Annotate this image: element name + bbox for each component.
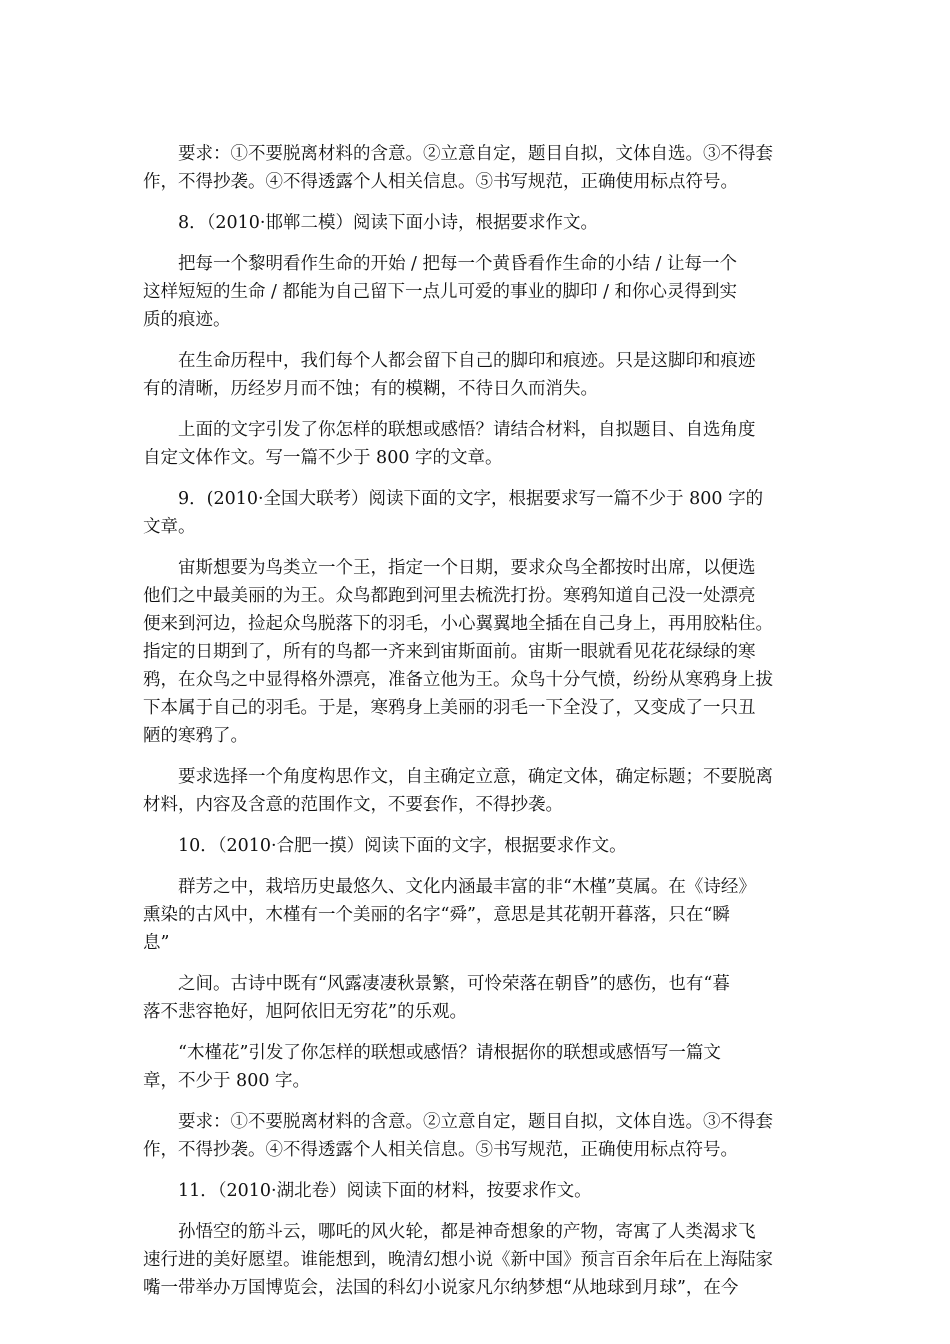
requirements-paragraph: 要求选择一个角度构思作文，自主确定立意，确定文体，确定标题；不要脱离 材料，内容及含意的范围作文，不要套作，不得抄袭。 <box>143 767 773 815</box>
prompt-paragraph: “木槿花”引发了你怎样的联想或感悟？请根据你的联想或感悟写一篇文 章，不少于 800 字。 <box>143 1043 721 1091</box>
ancient-poem-paragraph: 之间。古诗中既有“风露凄凄秋景繁，可怜荣落在朝昏”的感伤，也有“暮 落不悲容艳好，旭阿依旧无穷花”的乐观。 <box>143 974 730 1022</box>
document-body <box>143 140 813 1315</box>
requirements-paragraph: 要求：①不要脱离材料的含意。②立意自定，题目自拟，文体自选。③不得套 作，不得抄袭。④不得透露个人相关信息。⑤书写规范，正确使用标点符号。 <box>143 1112 773 1160</box>
zeus-story-paragraph: 宙斯想要为鸟类立一个王，指定一个日期，要求众鸟全都按时出席，以便选 他们之中最美丽的为王。众鸟都跑到河里去梳洗打扮。寒鸦知道自己没一处漂亮 便来到河边，捡起众鸟脱落下的羽毛，小心翼翼地全插在自己身上，再用胶粘住。 指定的日期到了，所有的鸟都一齐来到宙斯面前。宙斯一眼就看见花花绿绿的寒 鸦，在众鸟之中显得格外漂亮，准备立他为王。众鸟十分气愤，纷纷从寒鸦身上拔 下本属于自己的羽毛。于是，寒鸦身上美丽的羽毛一下全没了，又变成了一只丑 陋的寒鸦了。 <box>143 558 773 746</box>
prompt-paragraph: 上面的文字引发了你怎样的联想或感悟？请结合材料，自拟题目、自选角度 自定文体作文。写一篇不少于 800 字的文章。 <box>143 420 756 468</box>
question-11-heading: 11．（2010·湖北卷）阅读下面的材料，按要求作文。 <box>178 1181 592 1201</box>
question-8-heading: 8．（2010·邯郸二模）阅读下面小诗，根据要求作文。 <box>178 213 598 233</box>
poem-paragraph: 把每一个黎明看作生命的开始 / 把每一个黄昏看作生命的小结 / 让每一个 这样短短的生命 / 都能为自己留下一点儿可爱的事业的脚印 / 和你心灵得到实 质的痕迹。 <box>143 254 738 330</box>
life-journey-paragraph: 在生命历程中，我们每个人都会留下自己的脚印和痕迹。只是这脚印和痕迹 有的清晰，历经岁月而不蚀；有的模糊，不待日久而消失。 <box>143 351 756 399</box>
requirements-paragraph: 要求：①不要脱离材料的含意。②立意自定，题目自拟，文体自选。③不得套 作，不得抄袭。④不得透露个人相关信息。⑤书写规范，正确使用标点符号。 <box>143 144 773 192</box>
imagination-paragraph: 孙悟空的筋斗云，哪吒的风火轮，都是神奇想象的产物，寄寓了人类渴求飞 速行进的美好愿望。谁能想到，晚清幻想小说《新中国》预言百余年后在上海陆家 嘴一带举办万国博览会，法国的科幻小说家凡尔纳梦想“从地球到月球”，在今 <box>143 1222 773 1298</box>
question-9-heading: 9．(2010·全国大联考）阅读下面的文字，根据要求写一篇不少于 800 字的 文章。 <box>143 489 764 537</box>
question-10-heading: 10．（2010·合肥一摸）阅读下面的文字，根据要求作文。 <box>178 836 627 856</box>
hibiscus-paragraph: 群芳之中，栽培历史最悠久、文化内涵最丰富的非“木槿”莫属。在《诗经》 熏染的古风中，木槿有一个美丽的名字“舜”，意思是其花朝开暮落，只在“瞬 息” <box>143 877 756 953</box>
